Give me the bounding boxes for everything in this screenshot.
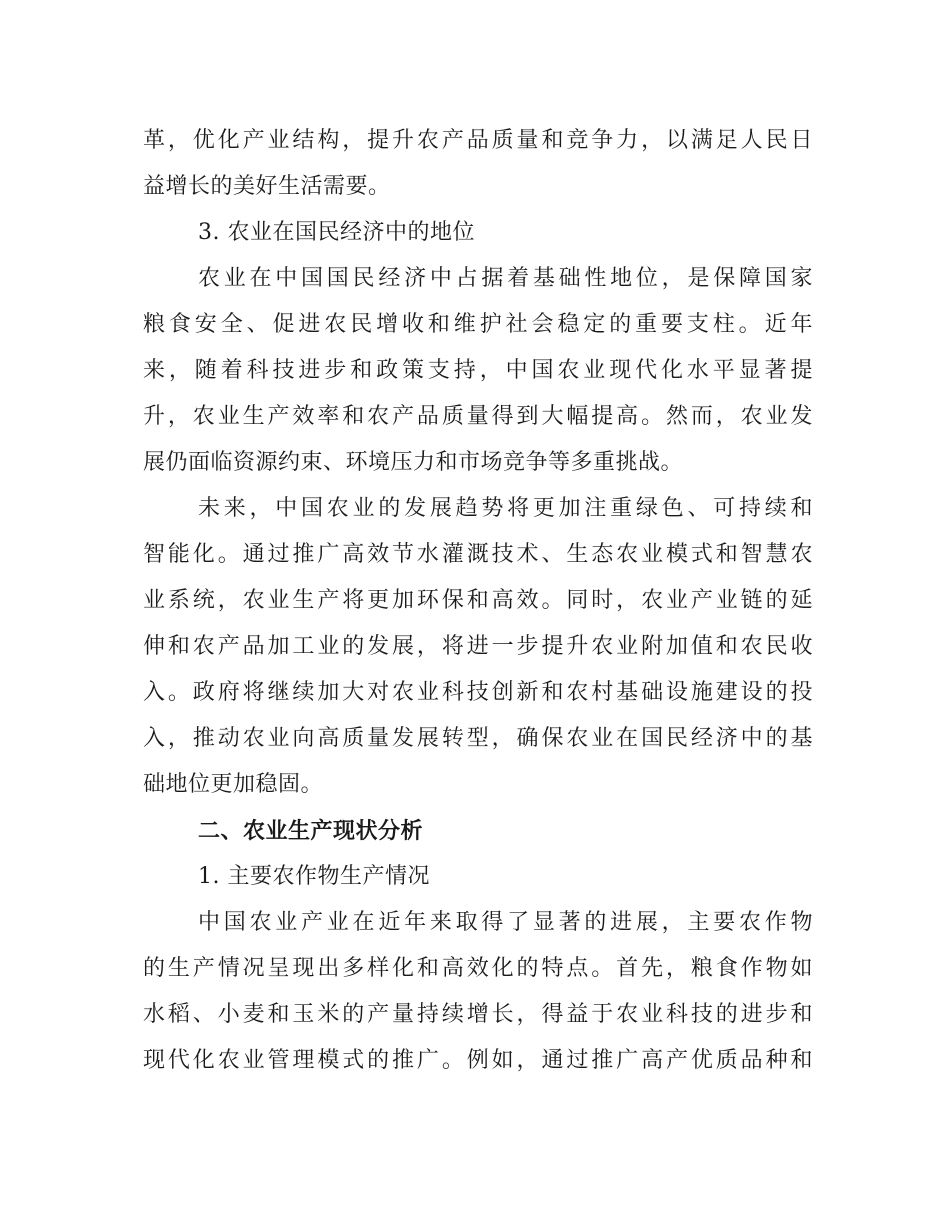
paragraph-line: 未来，中国农业的发展趋势将更加注重绿色、可持续和 bbox=[198, 496, 813, 521]
paragraph-line: 中国农业产业在近年来取得了显著的进展，主要农作物 bbox=[198, 910, 813, 935]
paragraph-line: 伸和农产品加工业的发展，将进一步提升农业附加值和农民收 bbox=[143, 634, 813, 659]
paragraph-line: 智能化。通过推广高效节水灌溉技术、生态农业模式和智慧农 bbox=[143, 542, 813, 567]
paragraph-line: 础地位更加稳固。 bbox=[143, 772, 324, 797]
paragraph-line: 入。政府将继续加大对农业科技创新和农村基础设施建设的投 bbox=[143, 680, 813, 705]
paragraph-line: 农业在中国国民经济中占据着基础性地位，是保障国家 bbox=[198, 266, 813, 291]
paragraph-line: 益增长的美好生活需要。 bbox=[143, 174, 391, 199]
paragraph-line: 粮食安全、促进农民增收和维护社会稳定的重要支柱。近年 bbox=[143, 312, 813, 337]
paragraph-line: 展仍面临资源约束、环境压力和市场竞争等多重挑战。 bbox=[143, 450, 684, 475]
paragraph-line: 入，推动农业向高质量发展转型，确保农业在国民经济中的基 bbox=[143, 726, 813, 751]
paragraph-line: 的生产情况呈现出多样化和高效化的特点。首先，粮食作物如 bbox=[143, 956, 813, 981]
paragraph-line: 现代化农业管理模式的推广。例如，通过推广高产优质品种和 bbox=[143, 1048, 813, 1073]
section-heading-2: 二、农业生产现状分析 bbox=[198, 818, 424, 844]
paragraph-line: 来，随着科技进步和政策支持，中国农业现代化水平显著提 bbox=[143, 358, 813, 383]
paragraph-line: 业系统，农业生产将更加环保和高效。同时，农业产业链的延 bbox=[143, 588, 813, 613]
subsection-heading-1: 1. 主要农作物生产情况 bbox=[198, 864, 430, 889]
paragraph-line: 革，优化产业结构，提升农产品质量和竞争力，以满足人民日 bbox=[143, 128, 813, 153]
paragraph-line: 升，农业生产效率和农产品质量得到大幅提高。然而，农业发 bbox=[143, 404, 813, 429]
document-body bbox=[143, 118, 813, 1084]
section-heading-3: 3. 农业在国民经济中的地位 bbox=[198, 220, 475, 245]
paragraph-line: 水稻、小麦和玉米的产量持续增长，得益于农业科技的进步和 bbox=[143, 1002, 813, 1027]
